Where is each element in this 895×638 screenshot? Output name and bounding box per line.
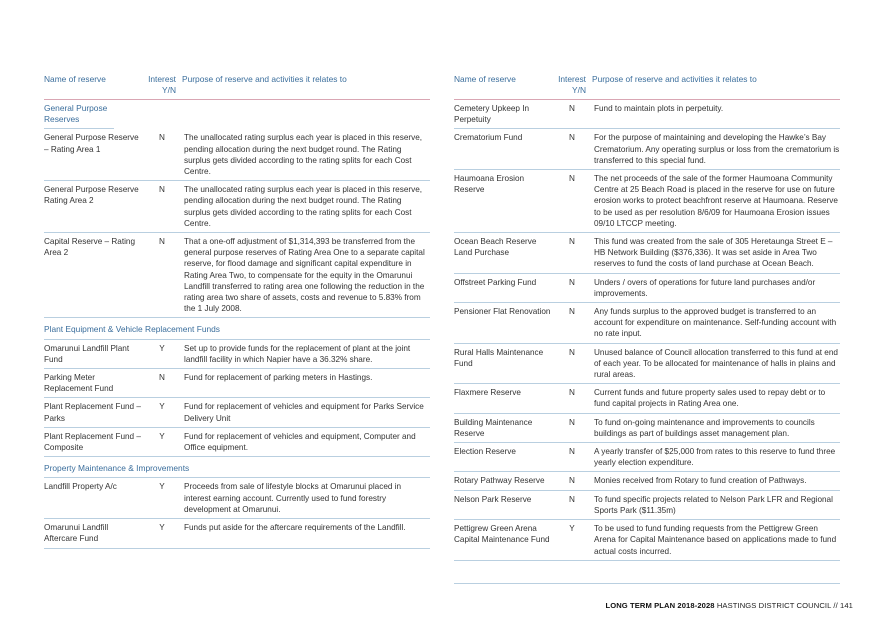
right-table-body bbox=[454, 100, 840, 561]
reserve-purpose: To fund specific projects related to Nelson Park LFR and Regional Sports Park ($11.35m) bbox=[594, 494, 833, 515]
table-row bbox=[44, 398, 430, 427]
table-row bbox=[44, 181, 430, 233]
interest-flag: Y bbox=[569, 524, 575, 534]
header-purpose: Purpose of reserve and activities it relates to bbox=[182, 74, 347, 84]
interest-flag: N bbox=[569, 388, 575, 398]
interest-flag: N bbox=[569, 133, 575, 143]
reserve-name: Building Maintenance Reserve bbox=[454, 417, 533, 438]
reserve-purpose: Fund for replacement of vehicles and equipment for Parks Service Delivery Unit bbox=[184, 402, 424, 423]
reserve-purpose: That a one-off adjustment of $1,314,393 be transferred from the general purpose reserves of Rating Area One to a separate capital reserve, for flood damage and significant capital expenditure in Rating Area Two, to compensate for the equity in the Omarunui Landfill transferred to rating area one following the reduction in the rating area two share of assets, costs and revenue to 5.83% from the 1 July 2008. bbox=[184, 237, 425, 314]
footer-sep: // bbox=[833, 601, 838, 610]
table-row bbox=[44, 519, 430, 548]
reserve-purpose: A yearly transfer of $25,000 from rates to this reserve to fund three yearly election expenditure. bbox=[594, 447, 836, 468]
reserve-purpose: To fund on-going maintenance and improvements to councils buildings as part of buildings asset management plan. bbox=[594, 417, 815, 438]
table-row bbox=[44, 478, 430, 519]
interest-flag: N bbox=[569, 277, 575, 287]
section-heading: Property Maintenance & Improvements bbox=[44, 460, 430, 478]
footer-org: HASTINGS DISTRICT COUNCIL bbox=[716, 601, 832, 610]
reserve-purpose: Proceeds from sale of lifestyle blocks at Omarunui placed in interest earning account. Currently used to fund forestry development at Omarunui. bbox=[184, 482, 402, 514]
header-purpose: Purpose of reserve and activities it relates to bbox=[592, 74, 757, 84]
reserve-name: Offstreet Parking Fund bbox=[454, 277, 537, 287]
right-table-header bbox=[454, 74, 840, 100]
section-heading: General Purpose Reserves bbox=[44, 100, 114, 129]
reserve-name: Omarunui Landfill Plant Fund bbox=[44, 343, 130, 364]
reserve-purpose: Unused balance of Council allocation transferred to this fund at end of each year. To be allocated for maintenance of halls in plains and rural areas. bbox=[594, 347, 838, 380]
reserve-purpose: For the purpose of maintaining and developing the Hawke’s Bay Crematorium. Any operating surplus or loss from the crematorium is transferred to this special fund. bbox=[594, 133, 840, 165]
table-row bbox=[454, 344, 840, 385]
header-interest: Interest Y/N bbox=[148, 74, 176, 95]
reserve-name: Election Reserve bbox=[454, 447, 516, 457]
reserve-name: Pensioner Flat Renovation bbox=[454, 307, 551, 317]
interest-flag: N bbox=[569, 447, 575, 457]
reserve-purpose: Current funds and future property sales used to repay debt or to fund capital projects in Rating Area one. bbox=[594, 388, 826, 409]
reserve-purpose: Fund for replacement of parking meters in Hastings. bbox=[184, 373, 373, 383]
interest-flag: N bbox=[569, 476, 575, 486]
reserve-purpose: The unallocated rating surplus each year is placed in this reserve, pending allocation during the next budget round. The Rating surplus gets divided according to the rating splits for each Cost Centre. bbox=[184, 133, 423, 177]
reserve-name: Plant Replacement Fund – Composite bbox=[44, 431, 141, 453]
table-row bbox=[454, 100, 840, 129]
header-name: Name of reserve bbox=[44, 74, 106, 84]
interest-flag: N bbox=[569, 237, 575, 247]
footer-doc-title: LONG TERM PLAN 2018-2028 bbox=[605, 601, 715, 610]
interest-flag: N bbox=[569, 104, 575, 113]
table-row bbox=[44, 340, 430, 369]
reserve-name: Rural Halls Maintenance Fund bbox=[454, 347, 544, 368]
table-row bbox=[454, 170, 840, 233]
table-row bbox=[454, 233, 840, 274]
reserve-name: General Purpose Reserve Rating Area 2 bbox=[44, 185, 139, 206]
interest-flag: N bbox=[569, 417, 575, 427]
interest-flag: N bbox=[569, 174, 575, 184]
interest-flag: N bbox=[569, 307, 575, 317]
reserve-purpose: This fund was created from the sale of 305 Heretaunga Street E – HB Network Building ($376,336). It was set aside in Area Two reserves to fund the costs of land purchase at Ocean Beach. bbox=[594, 237, 833, 269]
reserve-name: Crematorium Fund bbox=[454, 133, 523, 143]
table-row bbox=[44, 129, 430, 181]
interest-flag: N bbox=[159, 237, 165, 247]
table-end-rule bbox=[454, 583, 840, 584]
reserve-name: Omarunui Landfill Aftercare Fund bbox=[44, 523, 109, 544]
reserve-purpose: Fund to maintain plots in perpetuity. bbox=[594, 104, 724, 113]
interest-flag: Y bbox=[159, 482, 165, 492]
header-interest: Interest Y/N bbox=[558, 74, 586, 95]
table-row bbox=[454, 303, 840, 344]
reserve-name: Nelson Park Reserve bbox=[454, 494, 532, 504]
interest-flag: Y bbox=[159, 402, 165, 412]
table-row bbox=[454, 129, 840, 170]
reserve-purpose: Any funds surplus to the approved budget is transferred to an account for expenditure on maintenance. Self-funding account with no rate input. bbox=[594, 307, 837, 339]
reserve-name: General Purpose Reserve – Rating Area 1 bbox=[44, 133, 139, 154]
interest-flag: N bbox=[569, 494, 575, 504]
reserve-name: Flaxmere Reserve bbox=[454, 388, 521, 398]
table-row bbox=[454, 443, 840, 472]
table-row bbox=[44, 233, 430, 318]
table-row bbox=[454, 274, 840, 303]
interest-flag: Y bbox=[159, 523, 165, 533]
reserve-name: Cemetery Upkeep In Perpetuity bbox=[454, 104, 530, 125]
reserve-purpose: To be used to fund funding requests from the Pettigrew Green Arena for Capital Maintenance based on applications made to fund actual costs incurred. bbox=[594, 524, 837, 556]
reserve-purpose: Funds put aside for the aftercare requirements of the Landfill. bbox=[184, 523, 406, 533]
reserve-name: Haumoana Erosion Reserve bbox=[454, 174, 525, 195]
reserve-name: Parking Meter Replacement Fund bbox=[44, 373, 114, 394]
reserve-purpose: Unders / overs of operations for future land purchases and/or improvements. bbox=[594, 277, 816, 298]
table-row bbox=[454, 491, 840, 520]
reserve-name: Capital Reserve – Rating Area 2 bbox=[44, 237, 136, 258]
interest-flag: N bbox=[159, 373, 165, 383]
right-table bbox=[454, 74, 840, 584]
reserve-purpose: The unallocated rating surplus each year is placed in this reserve, pending allocation during the next budget round. The Rating surplus gets divided according to the rating splits for each Cost Centre. bbox=[184, 185, 423, 228]
reserve-name: Rotary Pathway Reserve bbox=[454, 476, 545, 486]
table-row bbox=[454, 384, 840, 413]
interest-flag: Y bbox=[159, 431, 165, 441]
reserve-name: Landfill Property A/c bbox=[44, 482, 117, 492]
table-row bbox=[454, 520, 840, 561]
footer-page-number: 141 bbox=[840, 601, 853, 610]
interest-flag: N bbox=[159, 133, 165, 143]
reserve-purpose: The net proceeds of the sale of the former Haumoana Community Centre at 25 Beach Road is placed in the reserve for use on future erosion works to protect beachfront reserve at Haumoana. Reserve to be used as per resolution 8/6/09 for Haumoana Erosion issues 09/10 LTCCP meeting. bbox=[594, 174, 838, 228]
reserve-name: Ocean Beach Reserve Land Purchase bbox=[454, 237, 537, 258]
table-row bbox=[44, 369, 430, 398]
interest-flag: Y bbox=[159, 343, 165, 353]
left-table bbox=[44, 74, 430, 549]
reserve-name: Pettigrew Green Arena Capital Maintenance Fund bbox=[454, 524, 550, 545]
reserve-purpose: Monies received from Rotary to fund creation of Pathways. bbox=[594, 476, 807, 486]
reserve-purpose: Fund for replacement of vehicles and equipment, Computer and Office equipment. bbox=[184, 431, 416, 453]
page-footer bbox=[605, 601, 853, 610]
interest-flag: N bbox=[569, 347, 575, 357]
left-table-body bbox=[44, 100, 430, 549]
left-table-header bbox=[44, 74, 430, 100]
table-row bbox=[44, 428, 430, 457]
table-row bbox=[454, 414, 840, 443]
header-name: Name of reserve bbox=[454, 74, 516, 84]
interest-flag: N bbox=[159, 185, 165, 195]
reserve-purpose: Set up to provide funds for the replacement of plant at the joint landfill facility in which Napier have a 36.32% share. bbox=[184, 343, 411, 364]
section-heading: Plant Equipment & Vehicle Replacement Funds bbox=[44, 321, 430, 339]
reserve-name: Plant Replacement Fund – Parks bbox=[44, 402, 141, 423]
table-row bbox=[454, 472, 840, 490]
